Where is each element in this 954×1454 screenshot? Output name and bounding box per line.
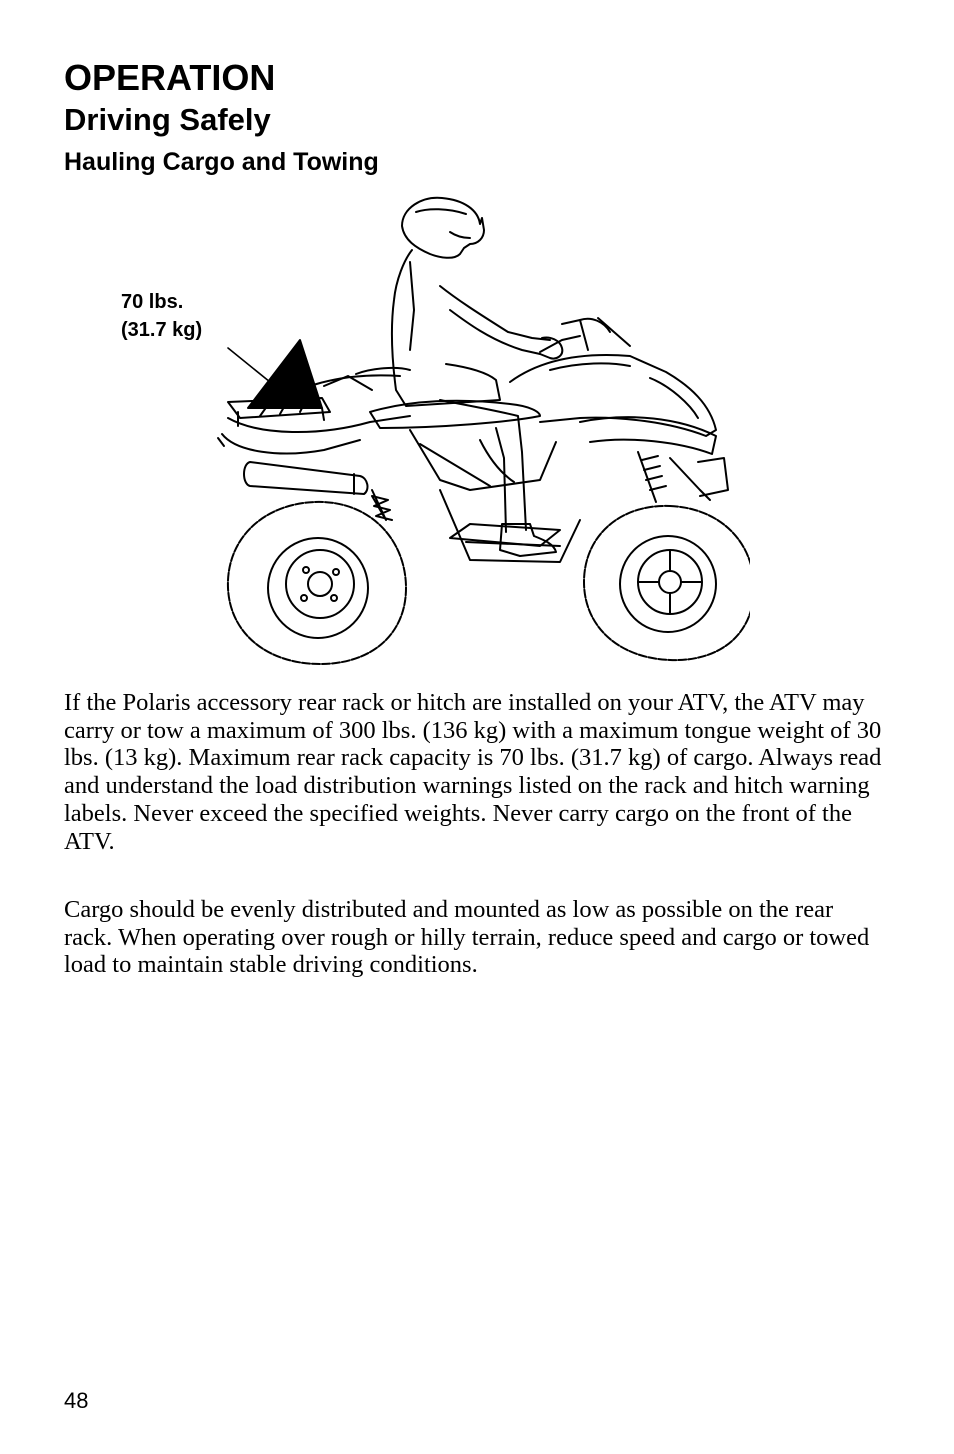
callout-weight-lbs: 70 lbs. bbox=[121, 291, 184, 313]
page-number: 48 bbox=[64, 1388, 89, 1413]
atv-with-rider-icon bbox=[110, 190, 750, 670]
subsection-title: Driving Safely bbox=[64, 102, 271, 137]
callout-leader-line bbox=[228, 348, 270, 382]
callout-weight-kg: (31.7 kg) bbox=[121, 319, 203, 341]
atv-illustration bbox=[110, 190, 750, 670]
rack-load-callout bbox=[121, 288, 202, 344]
paragraph-towing-limits: If the Polaris accessory rear rack or hitch are installed on your ATV, the ATV may carry or tow a maximum of 300 lbs. (136 kg) with a maximum tongue weight of 30 lbs. (13 kg). Maximum rear rack capacity is 70 lbs. (31.7 kg) of cargo. Always read and understand the load distribution warnings listed on the rack and hitch warning labels. Never exceed the specified weights. Never carry cargo on the front of the ATV. bbox=[64, 689, 882, 855]
topic-title: Hauling Cargo and Towing bbox=[64, 148, 379, 176]
rider bbox=[392, 198, 562, 556]
rear-wheel bbox=[228, 502, 406, 664]
front-wheel bbox=[584, 506, 750, 660]
paragraph-cargo-distribution: Cargo should be evenly distributed and mounted as low as possible on the rear rack. When operating over rough or hilly terrain, reduce speed and cargo or towed load to maintain stable driving conditions. bbox=[64, 896, 870, 979]
section-title: OPERATION bbox=[64, 57, 276, 98]
